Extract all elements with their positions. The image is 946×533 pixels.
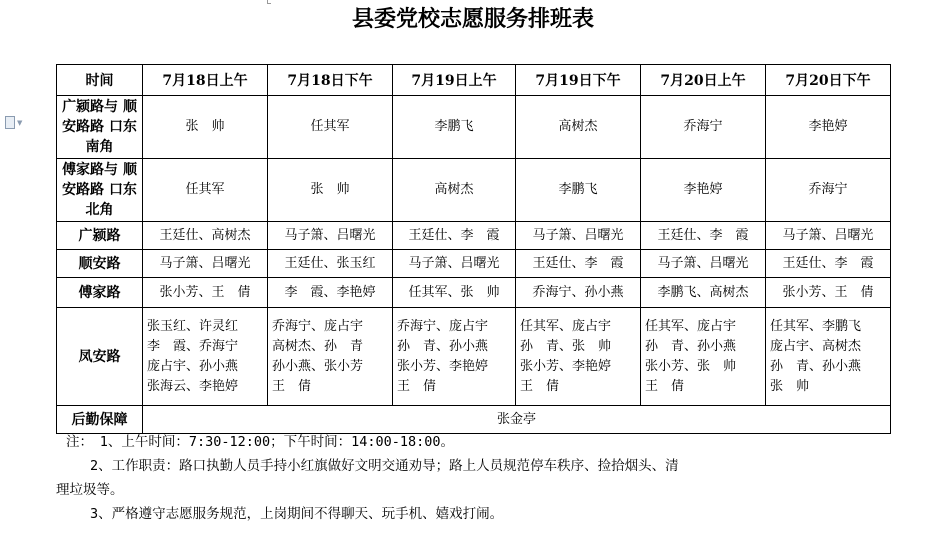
schedule-cell: 王廷仕、李 霞	[516, 250, 641, 278]
schedule-cell: 张玉红、许灵红 李 霞、乔海宁 庞占宇、孙小燕 张海云、李艳婷	[143, 308, 268, 406]
schedule-cell: 高树杰	[393, 159, 516, 222]
schedule-cell: 王廷仕、高树杰	[143, 222, 268, 250]
note-2: 2、工作职责：路口执勤人员手持小红旗做好文明交通劝导；路上人员规范停车秩序、捡拾烟头、清	[90, 458, 679, 474]
header-col: 7月20日上午	[641, 65, 766, 96]
schedule-cell: 马子箫、吕曙光	[393, 250, 516, 278]
header-col: 7月18日上午	[143, 65, 268, 96]
note-3: 3、严格遵守志愿服务规范，上岗期间不得聊天、玩手机、嬉戏打闹。	[90, 506, 504, 522]
schedule-cell: 张小芳、王 倩	[143, 278, 268, 308]
page-title: 县委党校志愿服务排班表	[351, 6, 594, 32]
schedule-cell: 任其军、庞占宇 孙 青、张 帅 张小芳、李艳婷 王 倩	[516, 308, 641, 406]
schedule-cell: 任其军	[268, 96, 393, 159]
row-label: 傅家路与 顺安路路 口东北角	[57, 159, 143, 222]
schedule-cell: 乔海宁	[641, 96, 766, 159]
table-row	[57, 278, 891, 308]
row-label: 凤安路	[57, 308, 143, 406]
schedule-cell: 李 霞、李艳婷	[268, 278, 393, 308]
logistics-cell: 张金亭	[143, 406, 891, 434]
schedule-cell: 马子箫、吕曙光	[516, 222, 641, 250]
table-row	[57, 250, 891, 278]
schedule-cell: 乔海宁、孙小燕	[516, 278, 641, 308]
schedule-cell: 乔海宁	[766, 159, 891, 222]
schedule-cell: 任其军、张 帅	[393, 278, 516, 308]
note-1: 注： 1、上午时间：7:30-12:00；下午时间：14:00-18:00。	[66, 434, 455, 450]
header-col: 7月20日下午	[766, 65, 891, 96]
schedule-cell: 王廷仕、张玉红	[268, 250, 393, 278]
row-label: 广颍路	[57, 222, 143, 250]
table-row	[57, 96, 891, 159]
schedule-table	[56, 64, 891, 434]
schedule-cell: 张 帅	[143, 96, 268, 159]
schedule-cell: 任其军、庞占宇 孙 青、孙小燕 张小芳、张 帅 王 倩	[641, 308, 766, 406]
table-row	[57, 308, 891, 406]
schedule-cell: 李艳婷	[641, 159, 766, 222]
schedule-cell: 乔海宁、庞占宇 孙 青、孙小燕 张小芳、李艳婷 王 倩	[393, 308, 516, 406]
schedule-cell: 马子箫、吕曙光	[143, 250, 268, 278]
header-col: 7月19日下午	[516, 65, 641, 96]
schedule-cell: 李艳婷	[766, 96, 891, 159]
row-label: 后勤保障	[57, 406, 143, 434]
table-header-row	[57, 65, 891, 96]
table-row	[57, 159, 891, 222]
row-label: 顺安路	[57, 250, 143, 278]
schedule-cell: 王廷仕、李 霞	[766, 250, 891, 278]
schedule-cell: 马子箫、吕曙光	[268, 222, 393, 250]
schedule-cell: 任其军	[143, 159, 268, 222]
schedule-cell: 高树杰	[516, 96, 641, 159]
notes	[56, 430, 896, 526]
schedule-cell: 李鹏飞	[393, 96, 516, 159]
row-label: 傅家路	[57, 278, 143, 308]
document-icon[interactable]	[5, 116, 23, 130]
row-label: 广颍路与 顺安路路 口东南角	[57, 96, 143, 159]
schedule-cell: 李鹏飞	[516, 159, 641, 222]
dropdown-arrow-icon[interactable]: ▼	[17, 119, 23, 127]
header-col: 7月18日下午	[268, 65, 393, 96]
schedule-cell: 马子箫、吕曙光	[766, 222, 891, 250]
note-2-continued: 理垃圾等。	[56, 482, 124, 498]
header-col: 7月19日上午	[393, 65, 516, 96]
schedule-cell: 王廷仕、李 霞	[641, 222, 766, 250]
schedule-cell: 张 帅	[268, 159, 393, 222]
schedule-cell: 马子箫、吕曙光	[641, 250, 766, 278]
schedule-cell: 李鹏飞、高树杰	[641, 278, 766, 308]
schedule-cell: 王廷仕、李 霞	[393, 222, 516, 250]
header-time: 时间	[57, 65, 143, 96]
schedule-cell: 任其军、李鹏飞 庞占宇、高树杰 孙 青、孙小燕 张 帅	[766, 308, 891, 406]
table-row	[57, 222, 891, 250]
schedule-cell: 张小芳、王 倩	[766, 278, 891, 308]
schedule-cell: 乔海宁、庞占宇 高树杰、孙 青 孙小燕、张小芳 王 倩	[268, 308, 393, 406]
